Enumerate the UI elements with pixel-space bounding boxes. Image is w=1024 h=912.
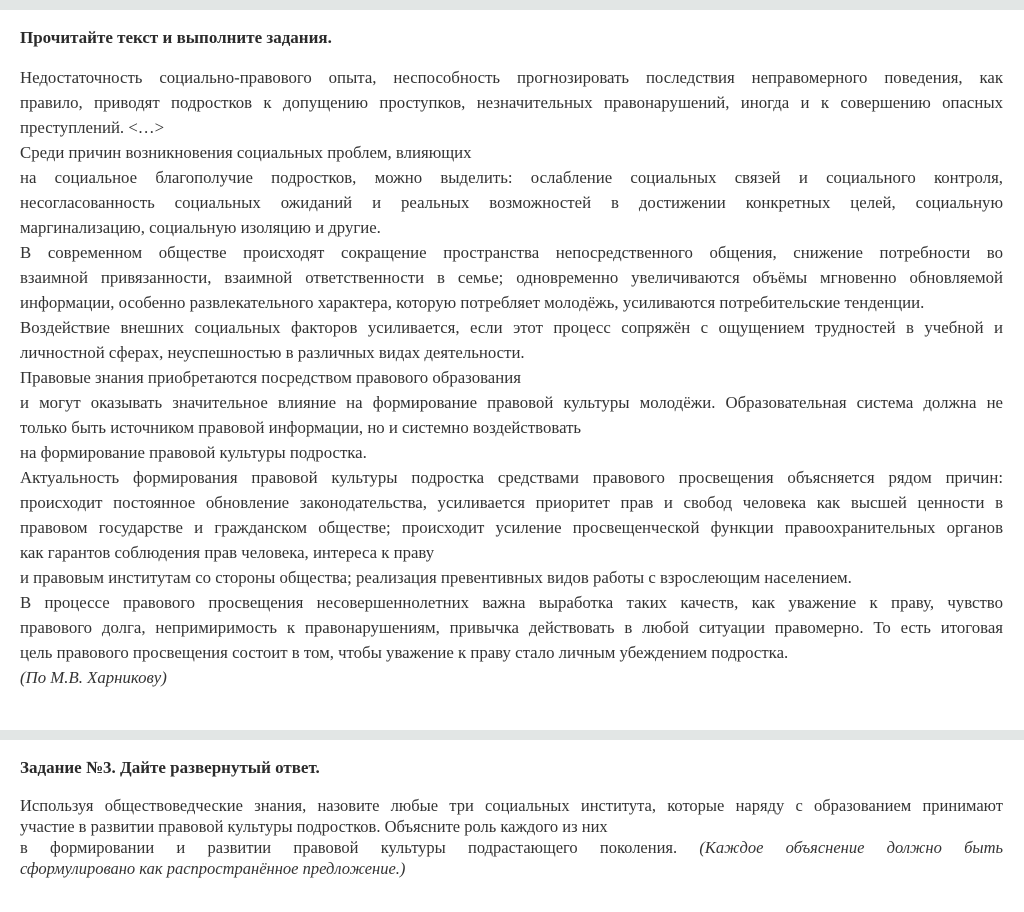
task-text (20, 795, 1003, 879)
reading-passage (20, 65, 1003, 690)
task-note: сформулировано как распространённое предложение.) (20, 859, 406, 878)
task-heading: Задание №3. Дайте развернутый ответ. (20, 758, 320, 777)
task-note: (Каждое объяснение должно быть (699, 838, 1004, 857)
passage-attribution: (По М.В. Харникову) (20, 668, 167, 687)
passage-line: правового долга, непримиримость к правонарушениям, привычка действовать в любой ситуации правомерно. То есть итоговая (20, 618, 1003, 637)
section-heading: Прочитайте текст и выполните задания. (20, 28, 332, 47)
passage-line: на социальное благополучие подростков, можно выделить: ослабление социальных связей и социального контроля, (20, 168, 1003, 187)
passage-line: Среди причин возникновения социальных проблем, влияющих (20, 143, 472, 162)
passage-line: как гарантов соблюдения прав человека, интереса к праву (20, 543, 435, 562)
task-line: Используя обществоведческие знания, назовите любые три социальных института, которые наряду с образованием принимают (20, 796, 1003, 815)
task-line: участие в развитии правовой культуры подростков. Объясните роль каждого из них (20, 817, 608, 836)
passage-line: и могут оказывать значительное влияние на формирование правовой культуры молодёжи. Образовательная система должна не (20, 393, 1003, 412)
top-divider (0, 0, 1024, 10)
passage-line: личностной сферах, неуспешностью в различных видах деятельности. (20, 343, 525, 362)
passage-line: взаимной привязанности, взаимной ответственности в семье; одновременно увеличиваются объёмы мгновенно обновляемой (20, 268, 1003, 287)
passage-line: правовом государстве и гражданском обществе; происходит усиление просвещенческой функции правоохранительных органов (20, 518, 1003, 537)
passage-line: несогласованность социальных ожиданий и реальных возможностей в достижении конкретных целей, социальную (20, 193, 1003, 212)
passage-line: на формирование правовой культуры подростка. (20, 443, 367, 462)
passage-line: происходит постоянное обновление законодательства, усиливается приоритет прав и свобод человека как высшей ценности в (20, 493, 1003, 512)
passage-line: Воздействие внешних социальных факторов усиливается, если этот процесс сопряжён с ощущением трудностей в учебной и (20, 318, 1003, 337)
passage-line: цель правового просвещения состоит в том, чтобы уважение к праву стало личным убеждением подростка. (20, 643, 789, 662)
section-divider (0, 730, 1024, 740)
passage-line: только быть источником правовой информации, но и системно воздействовать (20, 418, 582, 437)
task-line-text: в формировании и развитии правовой культуры подрастающего поколения. (20, 838, 678, 857)
passage-line: преступлений. <…> (20, 118, 165, 137)
passage-line: Актуальность формирования правовой культуры подростка средствами правового просвещения объясняется рядом причин: (20, 468, 1003, 487)
passage-line: и правовым институтам со стороны общества; реализация превентивных видов работы с взрослеющим населением. (20, 568, 852, 587)
passage-line: В современном обществе происходят сокращение пространства непосредственного общения, снижение потребности во (20, 243, 1003, 262)
passage-line: Правовые знания приобретаются посредством правового образования (20, 368, 521, 387)
passage-line: информации, особенно развлекательного характера, которую потребляет молодёжь, усиливаются потребительские тенденции. (20, 293, 925, 312)
task-line (20, 837, 1003, 858)
passage-line: правило, приводят подростков к допущению проступков, незначительных правонарушений, иногда и к совершению опасных (20, 93, 1003, 112)
passage-line: В процессе правового просвещения несовершеннолетних важна выработка таких качеств, как уважение к праву, чувство (20, 593, 1003, 612)
passage-line: маргинализацию, социальную изоляцию и другие. (20, 218, 381, 237)
passage-line: Недостаточность социально-правового опыта, неспособность прогнозировать последствия неправомерного поведения, как (20, 68, 1003, 87)
